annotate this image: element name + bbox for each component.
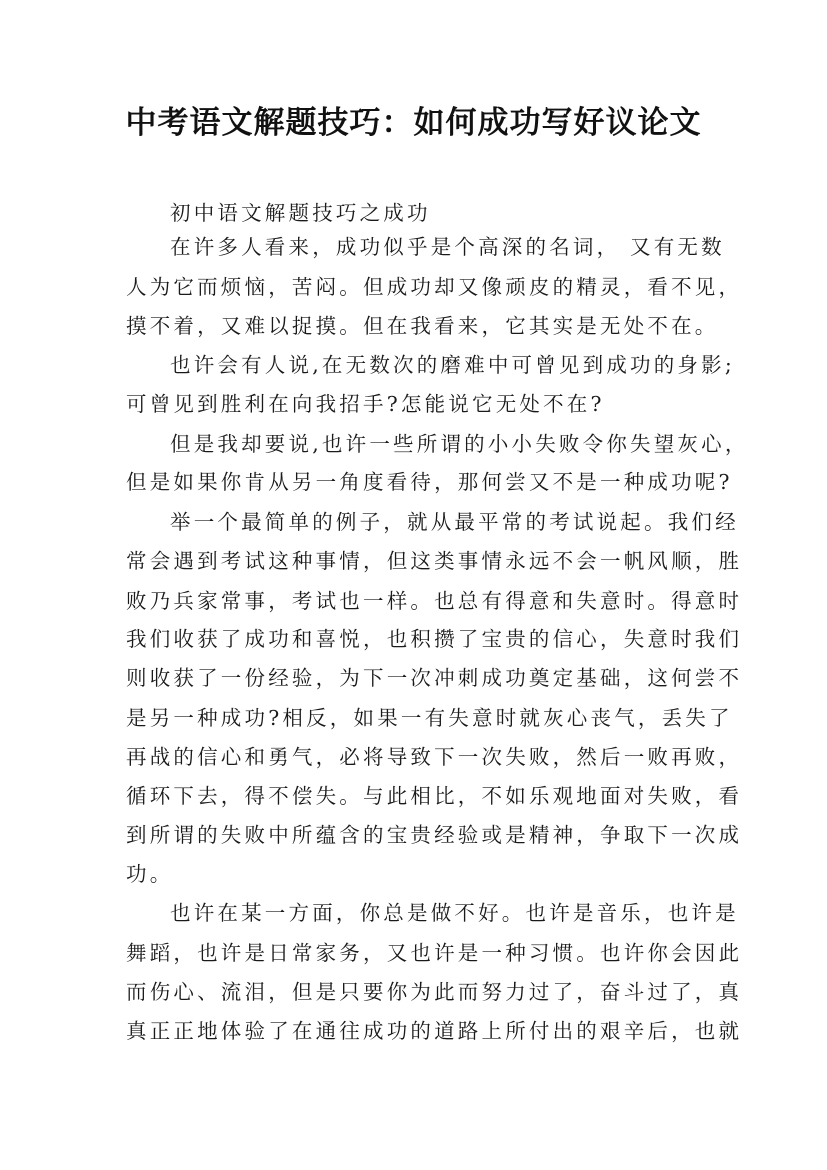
paragraph-line: 循环下去，得不偿失。与此相比，不如乐观地面对失败，看: [126, 784, 743, 808]
paragraph-line: 真正正地体验了在通往成功的道路上所付出的艰辛后，也就: [126, 1019, 743, 1043]
paragraph-line: 败乃兵家常事，考试也一样。也总有得意和失意时。得意时: [126, 589, 743, 613]
paragraph-line: 我们收获了成功和喜悦，也积攒了宝贵的信心，失意时我们: [126, 627, 743, 651]
paragraph-line: 是另一种成功?相反，如果一有失意时就灰心丧气，丢失了: [126, 706, 733, 730]
paragraph-line: 到所谓的失败中所蕴含的宝贵经验或是精神，争取下一次成: [126, 823, 743, 847]
paragraph-line: 则收获了一份经验，为下一次冲刺成功奠定基础，这何尝不: [126, 666, 743, 690]
section-heading: 初中语文解题技巧之成功: [170, 201, 431, 225]
paragraph-line: 也许会有人说,在无数次的磨难中可曾见到成功的身影;: [170, 353, 735, 377]
paragraph-line: 再战的信心和勇气，必将导致下一次失败，然后一败再败，: [126, 745, 743, 769]
document-title: 中考语文解题技巧：如何成功写好议论文: [125, 105, 702, 141]
paragraph-line: 但是如果你肯从另一角度看待，那何尝又不是一种成功呢?: [126, 470, 733, 494]
paragraph-line: 功。: [126, 862, 174, 886]
paragraph-line: 舞蹈，也许是日常家务，又也许是一种习惯。也许你会因此: [126, 941, 743, 965]
paragraph-line: 常会遇到考试这种事情，但这类事情永远不会一帆风顺，胜: [126, 549, 743, 573]
paragraph-line: 而伤心、流泪，但是只要你为此而努力过了，奋斗过了，真: [126, 980, 743, 1004]
paragraph-line: 在许多人看来，成功似乎是个高深的名词， 又有无数: [170, 235, 725, 259]
paragraph-line: 摸不着，又难以捉摸。但在我看来，它其实是无处不在。: [126, 314, 719, 338]
paragraph-line: 但是我却要说,也许一些所谓的小小失败令你失望灰心，: [170, 432, 749, 456]
paragraph-line: 可曾见到胜利在向我招手?怎能说它无处不在?: [126, 392, 605, 416]
paragraph-line: 人为它而烦恼，苦闷。但成功却又像顽皮的精灵，看不见，: [126, 275, 743, 299]
paragraph-line: 也许在某一方面，你总是做不好。也许是音乐，也许是: [170, 901, 739, 925]
paragraph-line: 举一个最简单的例子，就从最平常的考试说起。我们经: [170, 510, 739, 534]
